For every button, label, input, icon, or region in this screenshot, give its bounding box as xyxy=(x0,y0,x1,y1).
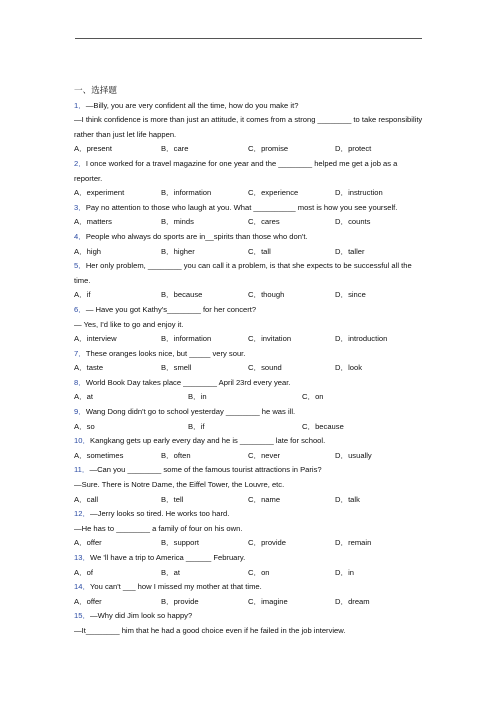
answer-option[interactable]: D．since xyxy=(335,290,366,300)
question-number: 9． xyxy=(74,407,86,417)
question-9 xyxy=(74,405,424,434)
answer-options xyxy=(74,186,424,201)
answer-option[interactable]: D．in xyxy=(335,567,354,577)
question-stem xyxy=(74,201,424,216)
question-stem xyxy=(74,609,424,624)
answer-option[interactable]: B．in xyxy=(188,392,207,402)
answer-option[interactable]: B．provide xyxy=(161,596,199,606)
answer-options xyxy=(74,420,424,435)
answer-options xyxy=(74,390,424,405)
section-title: 一、选择题 xyxy=(74,85,117,95)
answer-option[interactable]: A．call xyxy=(74,494,99,504)
question-14 xyxy=(74,580,424,609)
answer-option[interactable]: D．remain xyxy=(335,538,372,548)
question-line-text: Pay no attention to those who laugh at you. What __________ most is how you see yourself. xyxy=(85,202,398,212)
question-line-text: World Book Day takes place ________ April 23rd every year. xyxy=(85,377,291,387)
question-number: 7． xyxy=(74,348,86,358)
answer-option[interactable]: D．look xyxy=(335,363,363,373)
question-list xyxy=(74,99,424,639)
question-stem xyxy=(74,405,424,420)
question-stem xyxy=(74,259,424,288)
question-2 xyxy=(74,157,424,201)
answer-options xyxy=(74,142,424,157)
question-3 xyxy=(74,201,424,230)
question-number: 13． xyxy=(74,553,91,562)
answer-option[interactable]: B．if xyxy=(188,421,205,431)
question-stem xyxy=(74,434,424,449)
answer-option[interactable]: C．name xyxy=(248,494,281,504)
question-stem xyxy=(74,376,424,391)
answer-option[interactable]: D．introduction xyxy=(335,334,388,344)
question-number: 6． xyxy=(74,304,86,314)
answer-option[interactable]: A．so xyxy=(74,421,95,431)
document-body xyxy=(74,83,424,639)
question-line-text: —Can you ________ some of the famous tourist attractions in Paris? xyxy=(89,465,322,475)
answer-option[interactable]: C．though xyxy=(248,290,285,300)
question-stem xyxy=(74,551,424,566)
question-number: 10． xyxy=(74,436,91,446)
question-number: 2． xyxy=(74,158,86,168)
answer-option[interactable]: B．often xyxy=(161,450,191,460)
question-stem xyxy=(74,157,424,186)
answer-option[interactable]: B．information xyxy=(161,188,212,198)
answer-option[interactable]: D．instruction xyxy=(335,188,383,198)
answer-option[interactable]: B．tell xyxy=(161,494,184,504)
answer-option[interactable]: B．because xyxy=(161,290,203,300)
question-text xyxy=(74,113,424,142)
answer-options xyxy=(74,245,424,260)
question-line-text: These oranges looks nice, but _____ very sour. xyxy=(85,348,246,358)
answer-option[interactable]: A．present xyxy=(74,144,112,154)
question-stem xyxy=(74,99,424,114)
answer-option[interactable]: A．experiment xyxy=(74,188,125,198)
answer-options xyxy=(74,536,424,551)
answer-option[interactable]: B．at xyxy=(161,567,180,577)
question-number: 12． xyxy=(74,509,91,519)
question-10 xyxy=(74,434,424,463)
question-line-text: Kangkang gets up early every day and he is ________ late for school. xyxy=(90,436,326,446)
question-line-text: —He has to ________ a family of four on his own. xyxy=(74,523,243,533)
question-line-text: I once worked for a travel magazine for one year and the ________ helped me get a job as a reporter. xyxy=(74,158,398,183)
question-number: 15． xyxy=(74,611,91,621)
question-13 xyxy=(74,551,424,580)
question-6 xyxy=(74,303,424,347)
answer-options xyxy=(74,493,424,508)
question-number: 1． xyxy=(74,100,86,110)
answer-option[interactable]: D．talk xyxy=(335,494,360,504)
answer-option[interactable]: C．cares xyxy=(248,217,280,227)
question-text xyxy=(74,318,424,333)
question-line-text: —Sure. There is Notre Dame, the Eiffel Tower, the Louvre, etc. xyxy=(74,480,285,490)
question-line-text: We 'll have a trip to America ______ February. xyxy=(90,553,246,562)
question-number: 4． xyxy=(74,231,86,241)
question-line-text: —Billy, you are very confident all the time, how do you make it? xyxy=(85,100,299,110)
question-text xyxy=(74,624,424,639)
question-7 xyxy=(74,347,424,376)
answer-option[interactable]: A．sometimes xyxy=(74,450,124,460)
answer-option[interactable]: C．promise xyxy=(248,144,289,154)
question-text xyxy=(74,522,424,537)
question-line-text: You can't ___ how I missed my mother at that time. xyxy=(90,582,262,592)
question-stem xyxy=(74,463,424,478)
question-stem xyxy=(74,507,424,522)
answer-option[interactable]: C．sound xyxy=(248,363,282,373)
answer-option[interactable]: A．at xyxy=(74,392,93,402)
answer-option[interactable]: B．minds xyxy=(161,217,194,227)
answer-option[interactable]: C．provide xyxy=(248,538,286,548)
answer-option[interactable]: A．interview xyxy=(74,334,117,344)
answer-option[interactable]: B．support xyxy=(161,538,199,548)
answer-option[interactable]: B．higher xyxy=(161,246,195,256)
header-rule xyxy=(75,38,422,39)
question-4 xyxy=(74,230,424,259)
answer-options xyxy=(74,566,424,581)
answer-option[interactable]: D．usually xyxy=(335,450,372,460)
question-number: 3． xyxy=(74,202,86,212)
answer-option[interactable]: A．taste xyxy=(74,363,104,373)
answer-option[interactable]: A．offer xyxy=(74,538,102,548)
question-1 xyxy=(74,99,424,157)
answer-option[interactable]: C．imagine xyxy=(248,596,288,606)
question-stem xyxy=(74,580,424,595)
answer-option[interactable]: A．of xyxy=(74,567,93,577)
question-number: 14． xyxy=(74,582,91,592)
answer-option[interactable]: B．care xyxy=(161,144,189,154)
question-11 xyxy=(74,463,424,507)
question-line-text: — Have you got Kathy's________ for her concert? xyxy=(85,304,257,314)
answer-option[interactable]: A．offer xyxy=(74,596,102,606)
answer-options xyxy=(74,449,424,464)
answer-option[interactable]: C．on xyxy=(248,567,270,577)
answer-option[interactable]: D．protect xyxy=(335,144,372,154)
question-line-text: Wang Dong didn't go to school yesterday ________ he was ill. xyxy=(85,407,296,417)
answer-option[interactable]: D．dream xyxy=(335,596,370,606)
answer-option[interactable]: C．experience xyxy=(248,188,299,198)
question-number: 5． xyxy=(74,261,86,271)
answer-options xyxy=(74,288,424,303)
question-line-text: —Why did Jim look so happy? xyxy=(90,611,193,621)
question-stem xyxy=(74,230,424,245)
question-text xyxy=(74,478,424,493)
question-number: 8． xyxy=(74,377,86,387)
answer-options xyxy=(74,361,424,376)
question-line-text: —It________ him that he had a good choice even if he failed in the job interview. xyxy=(74,625,346,635)
question-line-text: Her only problem, ________ you can call it a problem, is that she expects to be successful all the time. xyxy=(74,261,412,285)
answer-option[interactable]: C．tall xyxy=(248,246,271,256)
answer-option[interactable]: C．because xyxy=(302,421,344,431)
question-line-text: People who always do sports are in__spirits than those who don't. xyxy=(85,231,308,241)
question-12 xyxy=(74,507,424,551)
answer-option[interactable]: D．taller xyxy=(335,246,365,256)
answer-option[interactable]: A．matters xyxy=(74,217,112,227)
answer-option[interactable]: D．counts xyxy=(335,217,371,227)
answer-options xyxy=(74,595,424,610)
question-15 xyxy=(74,609,424,638)
question-stem xyxy=(74,347,424,362)
question-line-text: —I think confidence is more than just an attitude, it comes from a strong ________ to take responsibility rather than just let life happen. xyxy=(74,115,423,139)
answer-option[interactable]: B．smell xyxy=(161,363,192,373)
answer-options xyxy=(74,215,424,230)
question-5 xyxy=(74,259,424,303)
answer-option[interactable]: A．if xyxy=(74,290,91,300)
question-number: 11． xyxy=(74,465,90,475)
answer-option[interactable]: B．information xyxy=(161,334,212,344)
answer-option[interactable]: C．never xyxy=(248,450,281,460)
answer-option[interactable]: A．high xyxy=(74,246,102,256)
answer-option[interactable]: C．on xyxy=(302,392,324,402)
answer-options xyxy=(74,332,424,347)
question-line-text: —Jerry looks so tired. He works too hard. xyxy=(90,509,230,519)
question-stem xyxy=(74,303,424,318)
question-line-text: — Yes, I'd like to go and enjoy it. xyxy=(74,319,184,329)
answer-option[interactable]: C．invitation xyxy=(248,334,292,344)
question-8 xyxy=(74,376,424,405)
